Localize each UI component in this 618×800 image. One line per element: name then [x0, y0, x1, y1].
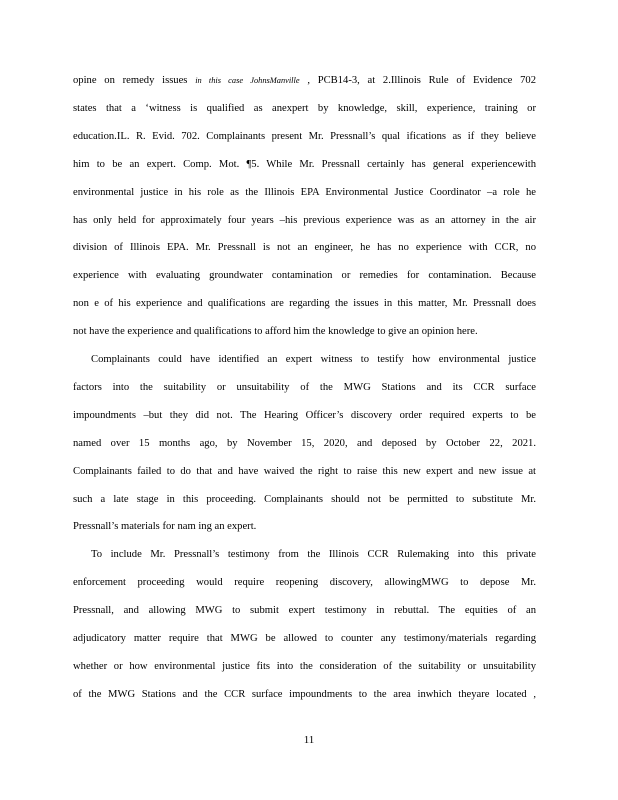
text-line: [73, 74, 536, 88]
text-line: Pressnall, and allowing MWG to submit expert testimony in rebuttal. The equities of an: [73, 605, 536, 617]
case-citation: in this case JohnsManville: [195, 76, 300, 85]
text-line: enforcement proceeding would require reopening discovery, allowingMWG to depose Mr.: [73, 577, 536, 589]
text-line: environmental justice in his role as the Illinois EPA Environmental Justice Coordinator –a role he: [73, 186, 536, 198]
text-segment: , PCB14-3, at 2.Illinois Rule of Evidence 702: [307, 75, 536, 86]
text-line: adjudicatory matter require that MWG be allowed to counter any testimony/materials regarding: [73, 633, 536, 644]
text-line: Complainants could have identified an expert witness to testify how environmental justice: [91, 354, 536, 365]
text-line: education.IL. R. Evid. 702. Complainants present Mr. Pressnall’s qual ifications as if they believe: [73, 130, 536, 142]
text-line: states that a ‘witness is qualified as anexpert by knowledge, skill, experience, training or: [73, 102, 536, 114]
text-line: experience with evaluating groundwater contamination or remedies for contamination. Because: [73, 270, 536, 282]
text-line: such a late stage in this proceeding. Complainants should not be permitted to substitute Mr.: [73, 493, 536, 505]
text-line: factors into the suitability or unsuitability of the MWG Stations and its CCR surface: [73, 381, 536, 393]
text-line: To include Mr. Pressnall’s testimony from the Illinois CCR Rulemaking into this private: [91, 549, 536, 561]
text-line: whether or how environmental justice fits into the consideration of the suitability or unsuitability: [73, 660, 536, 672]
text-line: division of Illinois EPA. Mr. Pressnall is not an engineer, he has no experience with CCR, no: [73, 242, 536, 254]
page-number: 11: [303, 734, 315, 746]
text-line: him to be an expert. Comp. Mot. ¶5. While Mr. Pressnall certainly has general experiencewith: [73, 158, 536, 170]
text-line: Pressnall’s materials for nam ing an expert.: [73, 521, 257, 533]
text-line: has only held for approximately four years –his previous experience was as an attorney in the air: [73, 214, 536, 226]
text-line: non e of his experience and qualifications are regarding the issues in this matter, Mr. Pressnall does: [73, 298, 536, 310]
text-line: named over 15 months ago, by November 15, 2020, and deposed by October 22, 2021.: [73, 437, 536, 449]
text-line: of the MWG Stations and the CCR surface impoundments to the area inwhich theyare located ,: [73, 688, 536, 700]
text-segment: opine on remedy issues: [73, 75, 188, 86]
text-line: not have the experience and qualifications to afford him the knowledge to give an opinion here.: [73, 326, 478, 338]
text-line: impoundments –but they did not. The Hearing Officer’s discovery order required experts to be: [73, 409, 536, 421]
text-line: Complainants failed to do that and have waived the right to raise this new expert and new issue at: [73, 465, 536, 477]
